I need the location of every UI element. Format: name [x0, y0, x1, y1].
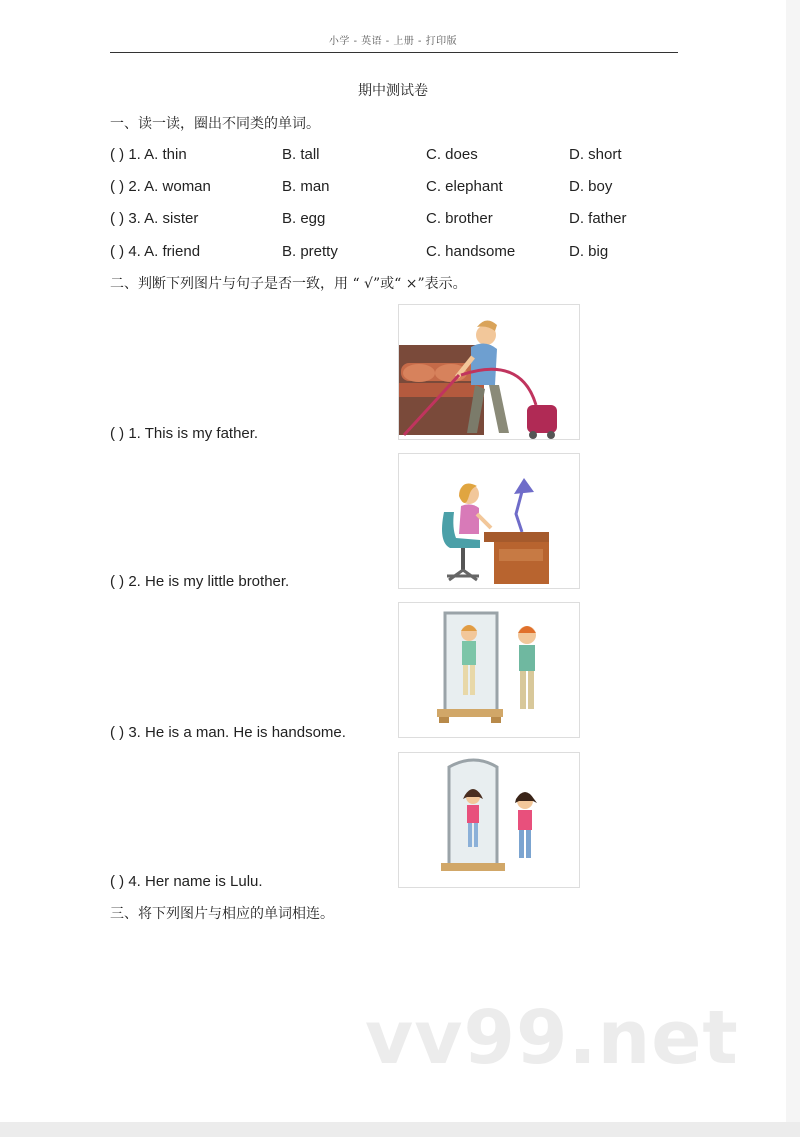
header-divider	[110, 52, 678, 53]
question-option-c: C. does	[426, 146, 478, 163]
question-option-d: D. short	[569, 146, 622, 163]
site-watermark: vv99.net	[365, 995, 739, 1081]
question-option-c: C. handsome	[426, 243, 516, 260]
question-option-b: B. tall	[282, 146, 320, 163]
girl-at-mirror-illustration	[398, 752, 580, 888]
page-edge	[786, 0, 800, 1122]
page-header: 小学 - 英语 - 上册 - 打印版	[328, 36, 458, 47]
boy-at-mirror-illustration	[398, 602, 580, 738]
statement-3: ( ) 3. He is a man. He is handsome.	[110, 724, 346, 741]
girl-writing-at-desk-illustration	[398, 453, 580, 589]
statement-2: ( ) 2. He is my little brother.	[110, 573, 290, 590]
section-2-heading: 二、判断下列图片与句子是否一致，用 “ √”或“ ×”表示。	[110, 276, 467, 292]
page-title: 期中测试卷	[358, 83, 428, 99]
question-option-a: ( ) 4. A. friend	[110, 243, 201, 260]
section-1-heading: 一、读一读，圈出不同类的单词。	[110, 116, 320, 132]
question-option-a: ( ) 3. A. sister	[110, 210, 199, 227]
statement-4: ( ) 4. Her name is Lulu.	[110, 873, 263, 890]
question-option-d: D. boy	[569, 178, 613, 195]
man-vacuuming-illustration	[398, 304, 580, 440]
question-option-b: B. pretty	[282, 243, 338, 260]
question-option-c: C. elephant	[426, 178, 503, 195]
question-option-d: D. father	[569, 210, 627, 227]
question-option-a: ( ) 1. A. thin	[110, 146, 187, 163]
statement-1: ( ) 1. This is my father.	[110, 425, 259, 442]
question-option-d: D. big	[569, 243, 609, 260]
question-option-c: C. brother	[426, 210, 493, 227]
page-footer-band	[0, 1122, 800, 1137]
question-option-b: B. man	[282, 178, 330, 195]
section-3-heading: 三、将下列图片与相应的单词相连。	[110, 906, 334, 922]
question-option-a: ( ) 2. A. woman	[110, 178, 211, 195]
question-option-b: B. egg	[282, 210, 326, 227]
